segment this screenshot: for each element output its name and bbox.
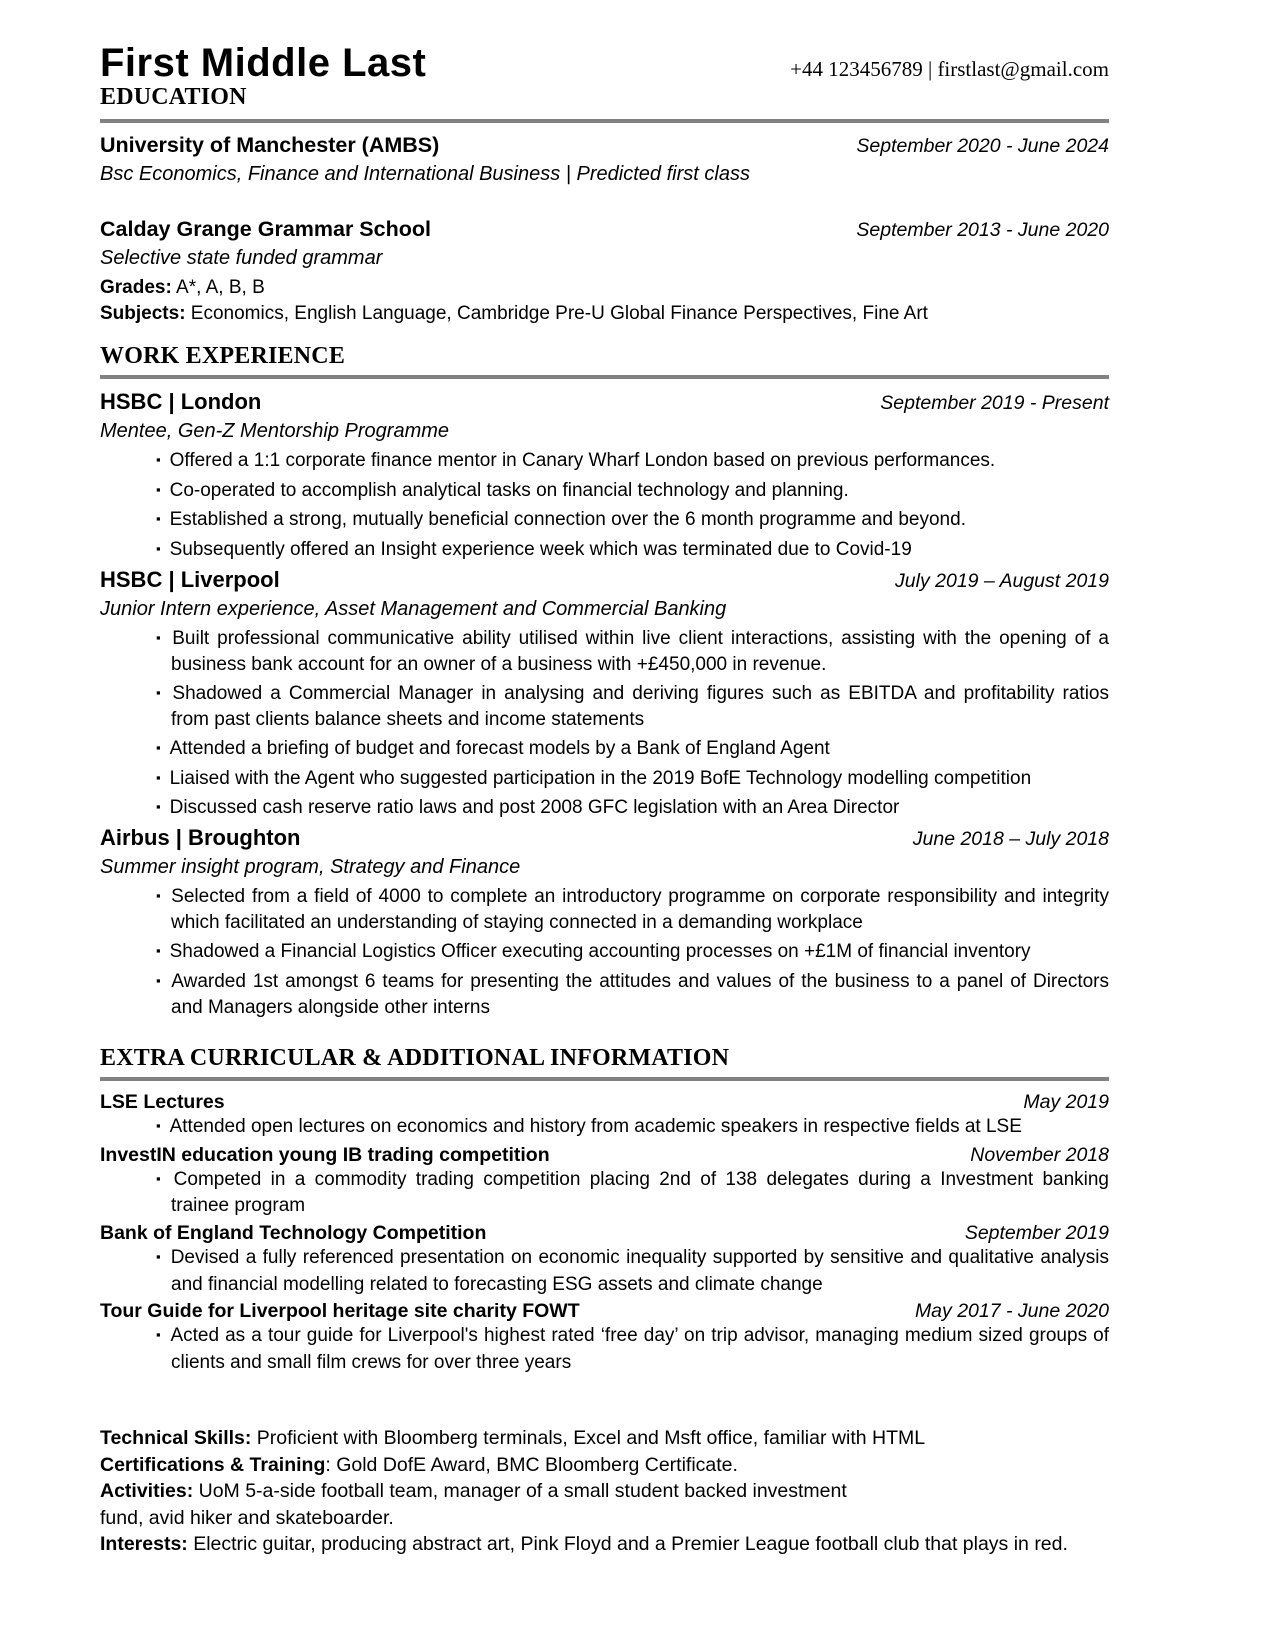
entry-title-row (100, 1222, 1109, 1245)
section-education (100, 84, 1109, 327)
entry-title: Tour Guide for Liverpool heritage site charity FOWT (100, 1300, 580, 1323)
interests-line (100, 1531, 1109, 1558)
entry-title: InvestIN education young IB trading competition (100, 1143, 550, 1166)
bullet-item: ▪ Devised a fully referenced presentation on economic inequality supported by sensitive and qualitative analysis and financial modelling related to forecasting ESG assets and climate change (171, 1245, 1109, 1297)
bullet-group (100, 1245, 1109, 1297)
education-entry-school (100, 217, 1109, 327)
header (100, 42, 1109, 84)
entry-title: Airbus | Broughton (100, 824, 301, 850)
interests-value: Electric guitar, producing abstract art, Pink Floyd and a Premier League football club that plays in red. (187, 1533, 1068, 1556)
grades-value: A*, A, B, B (171, 276, 265, 298)
entry-title-row (100, 825, 1109, 851)
subjects-line (100, 301, 1109, 327)
bullet-item: ▪ Awarded 1st amongst 6 teams for presenting the attitudes and values of the business to a panel of Directors and Managers alongside other interns (171, 969, 1109, 1021)
certifications-label: Certifications & Training (100, 1453, 326, 1476)
entry-date: May 2017 - June 2020 (914, 1300, 1109, 1323)
person-name: First Middle Last (100, 41, 427, 85)
extra-entry-tour-guide (100, 1300, 1109, 1375)
extra-entry-boe-competition (100, 1222, 1109, 1297)
entry-title-row (100, 389, 1109, 415)
subjects-label: Subjects: (100, 302, 186, 324)
activities-label: Activities: (100, 1480, 194, 1503)
entry-title: HSBC | Liverpool (100, 566, 280, 592)
entry-subtitle: Mentee, Gen-Z Mentorship Programme (100, 420, 450, 443)
bullet-item: ▪ Acted as a tour guide for Liverpool's highest rated ‘free day’ on trip advisor, managing medium sized groups of clients and small film crews for over three years (171, 1323, 1109, 1375)
bullet-item: ▪ Liaised with the Agent who suggested participation in the 2019 BofE Technology modelling competition (171, 766, 1109, 793)
bullet-item: ▪ Discussed cash reserve ratio laws and post 2008 GFC legislation with an Area Director (171, 795, 1109, 822)
extra-entry-investin-competition (100, 1144, 1109, 1219)
entry-title: LSE Lectures (100, 1091, 225, 1114)
entry-subtitle: Bsc Economics, Finance and International Business | Predicted first class (100, 162, 750, 185)
entry-date: June 2018 – July 2018 (912, 827, 1109, 850)
section-divider (100, 119, 1109, 123)
bullet-group (100, 1114, 1109, 1141)
activities-value: UoM 5-a-side football team, manager of a small student backed investment (193, 1480, 847, 1503)
entry-title-row (100, 1091, 1109, 1114)
section-divider (100, 375, 1109, 379)
section-title-education: EDUCATION (100, 84, 247, 110)
entry-title-row (100, 1300, 1109, 1323)
bullet-item: ▪ Offered a 1:1 corporate finance mentor in Canary Wharf London based on previous performances. (171, 448, 1109, 475)
entry-title: Calday Grange Grammar School (100, 216, 431, 241)
grades-line (100, 275, 1109, 301)
section-title-work-experience: WORK EXPERIENCE (100, 342, 346, 369)
contact-info: +44 123456789 | firstlast@gmail.com (790, 57, 1109, 81)
bullet-group (100, 1167, 1109, 1219)
bullet-item: ▪ Built professional communicative ability utilised within live client interactions, assisting with the opening of a business bank account for an owner of a business with +£450,000 in revenue. (171, 626, 1109, 678)
section-extra-curricular (100, 1045, 1109, 1376)
entry-date: September 2013 - June 2020 (856, 218, 1109, 241)
entry-title: University of Manchester (AMBS) (100, 132, 440, 157)
entry-title-row (100, 1144, 1109, 1167)
entry-title-row (100, 567, 1109, 593)
bullet-item: ▪ Attended a briefing of budget and forecast models by a Bank of England Agent (171, 736, 1109, 763)
bullet-group (100, 1323, 1109, 1375)
technical-skills-line (100, 1425, 1109, 1452)
technical-skills-value: Proficient with Bloomberg terminals, Excel and Msft office, familiar with HTML (251, 1427, 926, 1450)
bullet-item: ▪ Shadowed a Financial Logistics Officer executing accounting processes on +£1M of financial inventory (171, 939, 1109, 966)
bullet-item: ▪ Competed in a commodity trading competition placing 2nd of 138 delegates during a Investment banking trainee program (171, 1167, 1109, 1219)
work-entry-hsbc-london (100, 389, 1109, 563)
bullet-item: ▪ Co-operated to accomplish analytical tasks on financial technology and planning. (171, 478, 1109, 505)
activities-line (100, 1478, 1109, 1505)
technical-skills-label: Technical Skills: (100, 1427, 252, 1450)
work-entry-airbus (100, 825, 1109, 1021)
activities-continuation-line (100, 1505, 1109, 1532)
bullet-item: ▪ Selected from a field of 4000 to complete an introductory programme on corporate responsibility and integrity which facilitated an understanding of staying connected in a demanding workplace (171, 884, 1109, 936)
grades-label: Grades: (100, 276, 172, 298)
entry-title: HSBC | London (100, 389, 262, 415)
entry-subtitle: Selective state funded grammar (100, 246, 383, 269)
education-entry-university (100, 133, 1109, 187)
entry-date: September 2019 - Present (880, 392, 1109, 415)
entry-date: May 2019 (1023, 1091, 1109, 1114)
entry-date: July 2019 – August 2019 (895, 569, 1109, 592)
interests-label: Interests: (100, 1533, 188, 1556)
bullet-item: ▪ Shadowed a Commercial Manager in analysing and deriving figures such as EBITDA and profitability ratios from past clients balance sheets and income statements (171, 681, 1109, 733)
work-entry-hsbc-liverpool (100, 567, 1109, 822)
entry-subtitle: Summer insight program, Strategy and Finance (100, 855, 521, 878)
section-work-experience (100, 343, 1109, 1021)
certifications-line (100, 1452, 1109, 1479)
entry-date: November 2018 (970, 1143, 1109, 1166)
skills-block (100, 1425, 1109, 1558)
entry-title: Bank of England Technology Competition (100, 1222, 487, 1245)
bullet-item: ▪ Established a strong, mutually beneficial connection over the 6 month programme and beyond. (171, 507, 1109, 534)
certifications-value: : Gold DofE Award, BMC Bloomberg Certificate. (325, 1453, 738, 1476)
subjects-value: Economics, English Language, Cambridge Pre-U Global Finance Perspectives, Fine Art (185, 302, 928, 324)
entry-title-row (100, 217, 1109, 242)
extra-entry-lse-lectures (100, 1091, 1109, 1141)
section-divider (100, 1077, 1109, 1081)
bullet-item: ▪ Attended open lectures on economics and history from academic speakers in respective fields at LSE (171, 1114, 1109, 1141)
entry-date: September 2019 (964, 1222, 1109, 1245)
entry-title-row (100, 133, 1109, 158)
section-title-extra-curricular: EXTRA CURRICULAR & ADDITIONAL INFORMATION (100, 1044, 730, 1071)
activities-continuation-value: fund, avid hiker and skateboarder. (100, 1506, 394, 1529)
entry-subtitle: Junior Intern experience, Asset Management and Commercial Banking (100, 597, 727, 620)
bullet-item: ▪ Subsequently offered an Insight experience week which was terminated due to Covid-19 (171, 537, 1109, 564)
entry-date: September 2020 - June 2024 (856, 134, 1109, 157)
